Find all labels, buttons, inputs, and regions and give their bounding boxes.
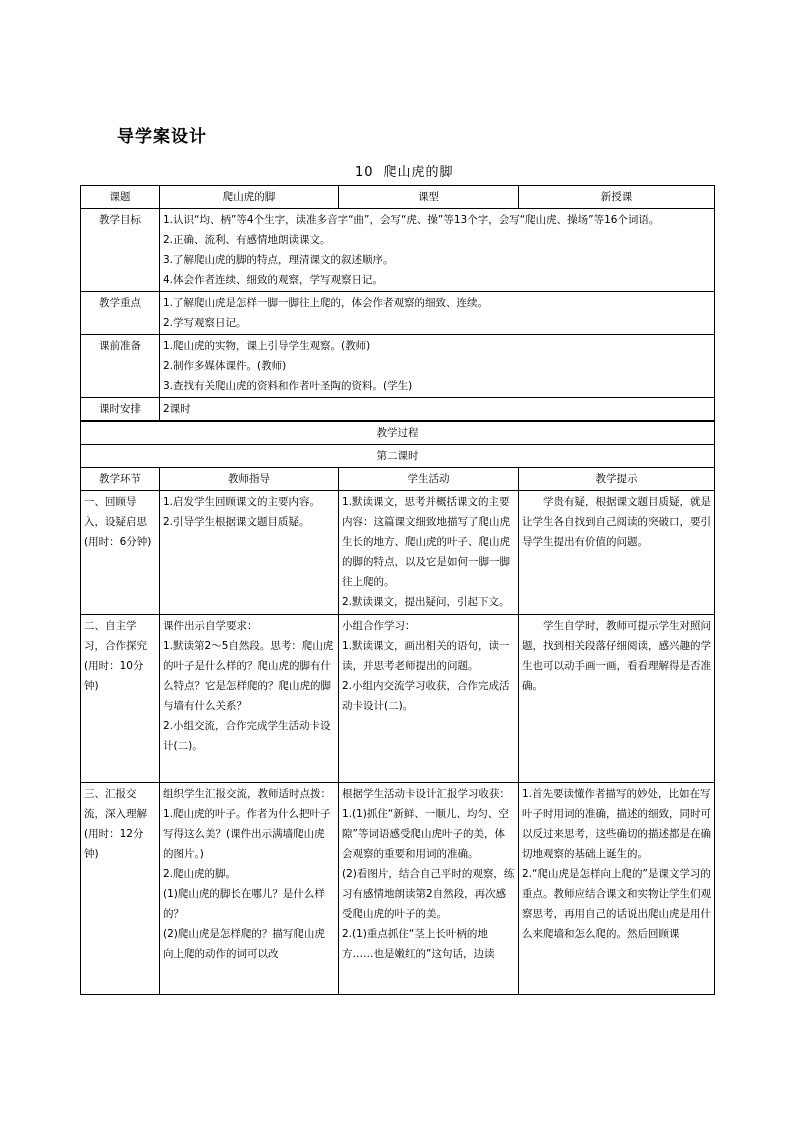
teacher-item: 组织学生汇报交流，教师适时点拨： (163, 788, 331, 800)
preparation-row (81, 335, 715, 398)
info-header-row (81, 186, 715, 209)
teacher-item: 2.引导学生根据课文题目质疑。 (163, 516, 310, 528)
tip-text: 1.首先要读懂作者描写的妙处，比如在写叶子时用词的准确，描述的细致，同时可以反过来思考，这些确切的描述都是在确切地观察的基础上诞生的。 (522, 788, 711, 860)
stage-name: 二、自主学习，合作探究(用时：10分钟) (81, 615, 160, 783)
teaching-tip (519, 615, 715, 783)
objective-item: 1.认识“均、柄”等4个生字，读准多音字“曲”，会写“虎、操”等13个字，会写“爬山虎、操场”等16个词语。 (163, 214, 660, 226)
process-title-row (81, 421, 715, 445)
preparation-item: 1.爬山虎的实物，课上引导学生观察。(教师) (163, 340, 371, 352)
column-header: 学生活动 (339, 468, 519, 491)
objectives-row (81, 209, 715, 292)
stage-row (81, 491, 715, 615)
schedule-value: 2课时 (160, 398, 715, 422)
objectives-label: 教学目标 (81, 209, 160, 292)
tip-text: 学生自学时，教师可提示学生对照问题，找到相关段落仔细阅读，感兴趣的学生也可以动手画一画，看看理解得是否准确。 (522, 620, 711, 692)
key-point-item: 2.学写观察日记。 (163, 317, 247, 329)
tip-text: 学贵有疑，根据课文题目质疑，就是让学生各自找到自己阅读的突破口，要引导学生提出有价值的问题。 (522, 496, 711, 548)
teacher-guidance (160, 615, 339, 783)
preparation-content (160, 335, 715, 398)
teacher-item: 课件出示自学要求： (163, 620, 258, 632)
objective-item: 4.体会作者连续、细致的观察，学写观察日记。 (163, 274, 384, 286)
key-points-row (81, 292, 715, 335)
period-title-row (81, 445, 715, 468)
teacher-item: 2.爬山虎的脚。 (163, 868, 237, 880)
teacher-item: 1.默读第2～5自然段。思考：爬山虎的叶子是什么样的？爬山虎的脚有什么特点？它是怎样爬的？爬山虎的脚与墙有什么关系？ (163, 640, 334, 712)
teaching-tip (519, 783, 715, 995)
lesson-title (355, 161, 454, 180)
student-activity (339, 491, 519, 615)
teacher-item: (1)爬山虎的脚长在哪儿？是什么样的？ (163, 888, 325, 920)
preparation-item: 3.查找有关爬山虎的资料和作者叶圣陶的资料。(学生) (163, 380, 413, 392)
column-header: 教师指导 (160, 468, 339, 491)
teaching-tip (519, 491, 715, 615)
student-item: 根据学生活动卡设计汇报学习收获： (342, 788, 510, 800)
teacher-guidance (160, 491, 339, 615)
topic-label: 课题 (81, 186, 160, 209)
student-activity (339, 783, 519, 995)
lesson-name: 爬山虎的脚 (383, 165, 454, 180)
student-item: 2.(1)重点抓住“茎上长叶柄的地方……也是嫩红的”这句话，边读 (342, 928, 495, 960)
student-item: 1.默读课文，画出相关的语句，读一读，并思考老师提出的问题。 (342, 640, 510, 672)
tip-text: 2.“爬山虎是怎样向上爬的”是课文学习的重点。教师应结合课文和实物让学生们观察思考，再用自己的话说出爬山虎是用什么来爬墙和怎么爬的。然后回顾课 (522, 868, 711, 940)
preparation-item: 2.制作多媒体课件。(教师) (163, 360, 287, 372)
schedule-row (81, 398, 715, 422)
teacher-item: 2.小组交流，合作完成学生活动卡设计(二)。 (163, 720, 331, 752)
objective-item: 3.了解爬山虎的脚的特点，理清课文的叙述顺序。 (163, 254, 394, 266)
topic-value: 爬山虎的脚 (160, 186, 339, 209)
objective-item: 2.正确、流利、有感情地朗读课文。 (163, 234, 331, 246)
key-points-label: 教学重点 (81, 292, 160, 335)
student-item: (2)看图片，结合自己平时的观察，练习有感情地朗读第2自然段，再次感受爬山虎的叶子的美。 (342, 868, 515, 920)
column-header: 教学环节 (81, 468, 160, 491)
lesson-plan-table (80, 185, 715, 995)
teacher-item: 1.爬山虎的叶子。作者为什么把叶子写得这么美？(课件出示满墙爬山虎的图片。) (163, 808, 331, 860)
teacher-guidance (160, 783, 339, 995)
student-item: 2.小组内交流学习收获，合作完成活动卡设计(二)。 (342, 680, 510, 712)
key-points-content (160, 292, 715, 335)
student-item: 小组合作学习： (342, 620, 416, 632)
period-title: 第二课时 (81, 445, 715, 468)
column-header: 教学提示 (519, 468, 715, 491)
student-item: 1.默读课文，思考并概括课文的主要内容：这篇课文细致地描写了爬山虎生长的地方、爬山虎的叶子、爬山虎的脚的特点，以及它是如何一脚一脚往上爬的。 (342, 496, 510, 588)
teacher-item: (2)爬山虎是怎样爬的？描写爬山虎向上爬的动作的词可以改 (163, 928, 325, 960)
objectives-content (160, 209, 715, 292)
student-item: 1.(1)抓住“新鲜、一顺儿、均匀、空隙”等词语感受爬山虎叶子的美，体会观察的重要和用词的准确。 (342, 808, 509, 860)
document-title: 导学案设计 (117, 127, 207, 147)
preparation-label: 课前准备 (81, 335, 160, 398)
lesson-number: 10 (355, 165, 374, 180)
stage-name: 三、汇报交流，深入理解(用时：12分钟) (81, 783, 160, 995)
schedule-label: 课时安排 (81, 398, 160, 422)
lesson-type-label: 课型 (339, 186, 519, 209)
stage-row (81, 615, 715, 783)
stage-row (81, 783, 715, 995)
student-activity (339, 615, 519, 783)
process-title: 教学过程 (81, 421, 715, 445)
lesson-type-value: 新授课 (519, 186, 715, 209)
key-point-item: 1.了解爬山虎是怎样一脚一脚往上爬的，体会作者观察的细致、连续。 (163, 297, 489, 309)
teacher-item: 1.启发学生回顾课文的主要内容。 (163, 496, 321, 508)
stage-name: 一、回顾导入，设疑启思(用时：6分钟) (81, 491, 160, 615)
column-header-row (81, 468, 715, 491)
student-item: 2.默读课文，提出疑问，引起下文。 (342, 596, 510, 608)
